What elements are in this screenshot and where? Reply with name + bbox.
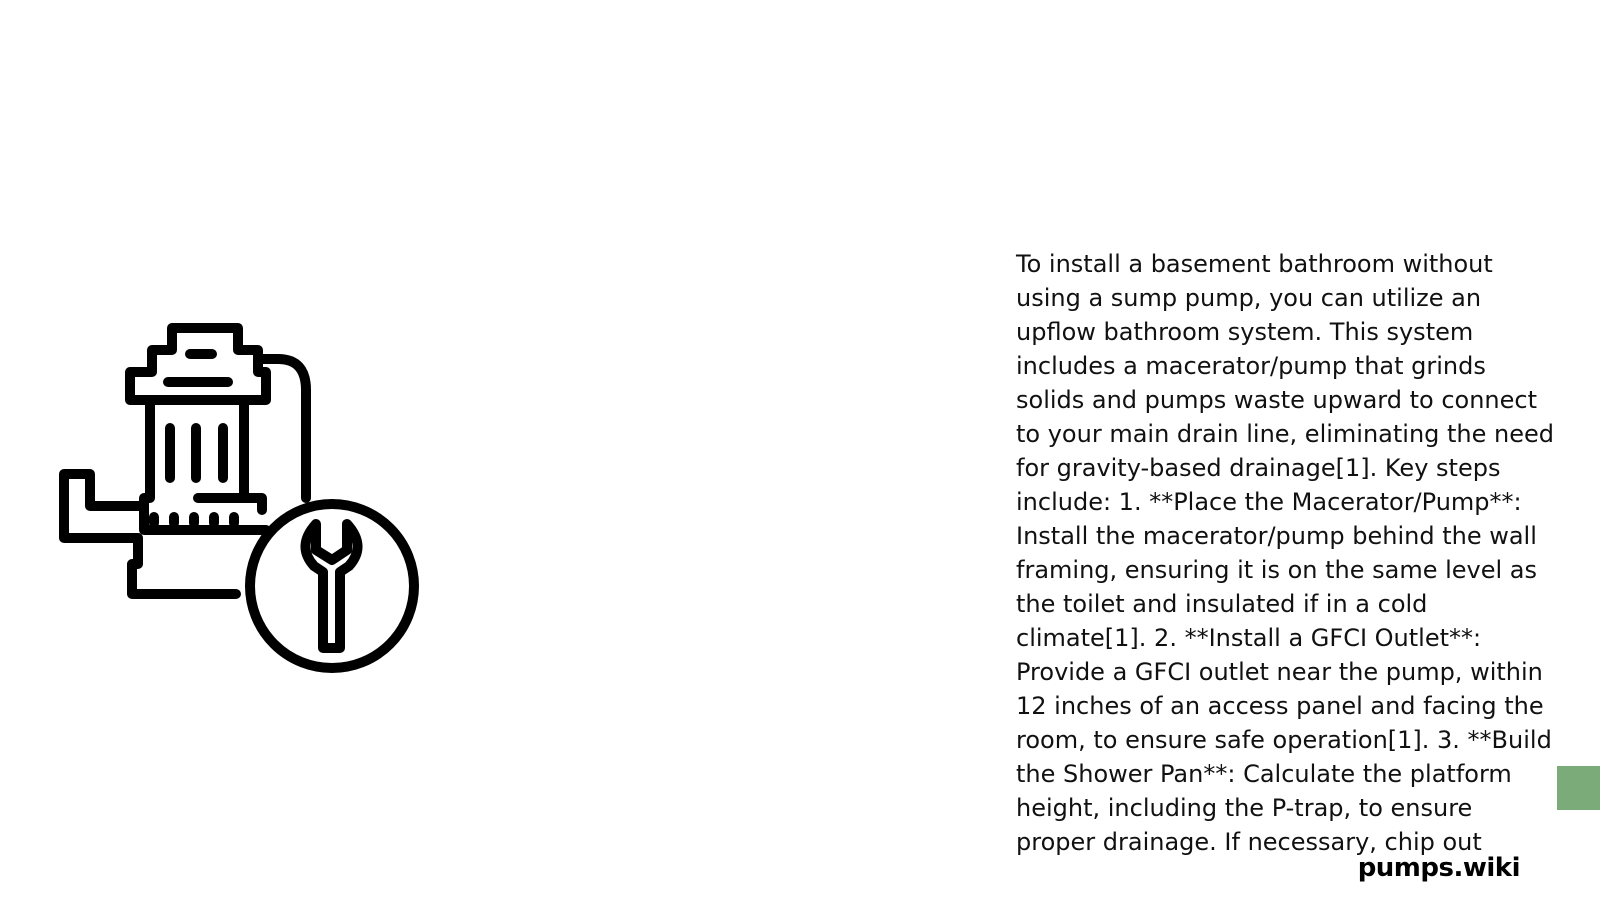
wrench-icon xyxy=(305,524,357,648)
side-tab[interactable] xyxy=(1557,766,1600,810)
pump-repair-illustration xyxy=(40,310,440,700)
pump-icon xyxy=(40,310,440,700)
site-watermark: pumps.wiki xyxy=(1357,853,1520,883)
article-paragraph: To install a basement bathroom without using a sump pump, you can utilize an upflow bathroom system. This system includes a macerator/pump that grinds solids and pumps waste upward to connect to your main drain line, eliminating the need for gravity-based drainage[1]. Key steps include: 1. **Place the Macerator/Pump**: Install the macerator/pump behind the wall framing, ensuring it is on the same level as the toilet and insulated if in a cold climate[1]. 2. **Install a GFCI Outlet**: Provide a GFCI outlet near the pump, within 12 inches of an access panel and facing the room, to ensure safe operation[1]. 3. **Build the Shower Pan**: Calculate the platform height, including the P-trap, to ensure proper drainage. If necessary, chip out xyxy=(1016,250,1555,856)
